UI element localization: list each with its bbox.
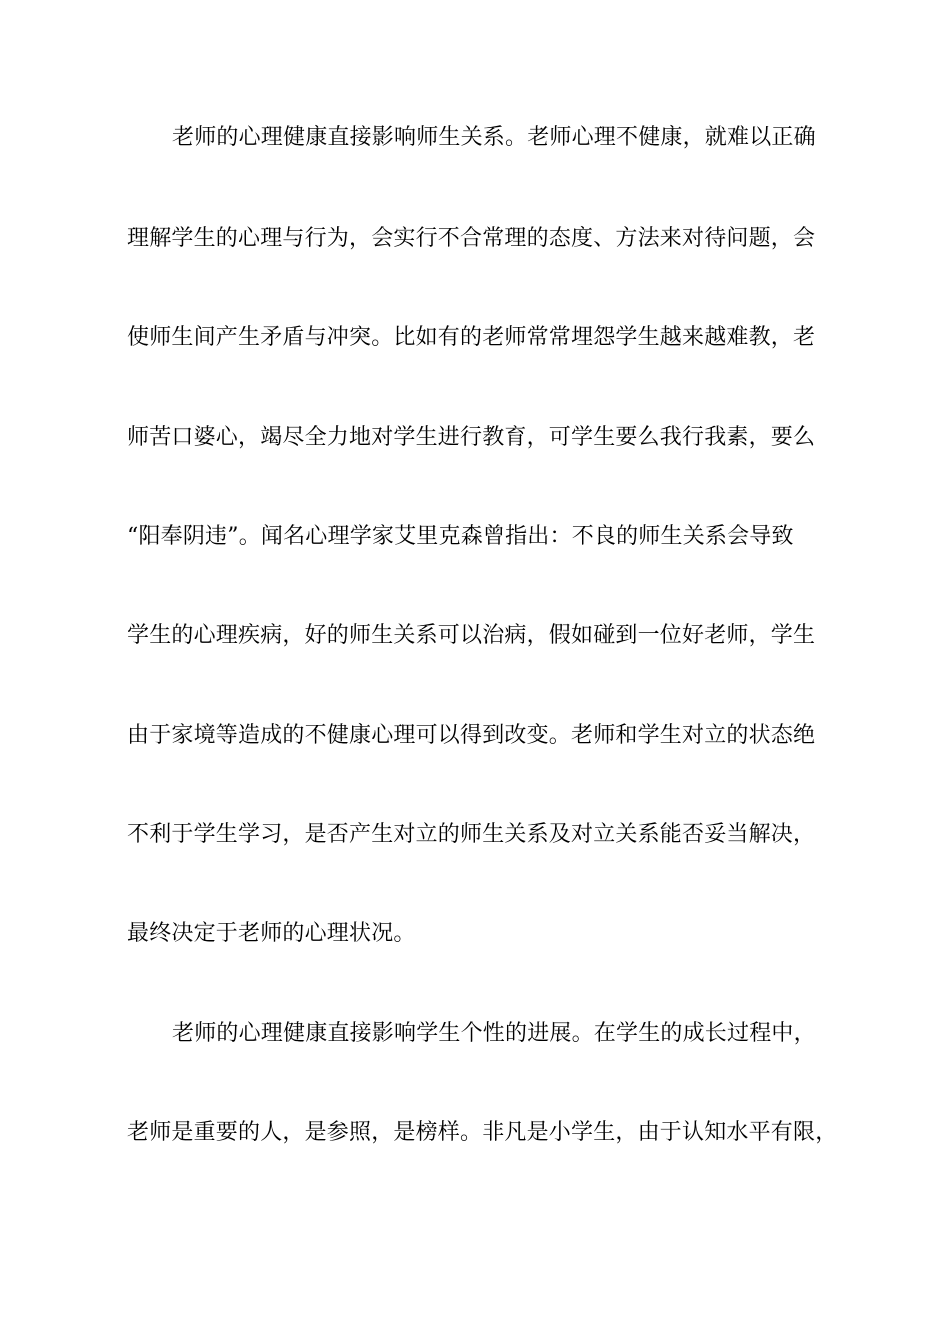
paragraph-1-line-8: 不利于学生学习，是否产生对立的师生关系及对立关系能否妥当解决， (127, 822, 816, 847)
paragraph-1-line-3: 使师生间产生矛盾与冲突。比如有的老师常常埋怨学生越来越难教，老 (127, 325, 816, 350)
paragraph-1-line-9: 最终决定于老师的心理状况。 (127, 921, 416, 946)
paragraph-1-line-4: 师苦口婆心，竭尽全力地对学生进行教育，可学生要么我行我素，要么 (127, 425, 816, 450)
paragraph-2-line-1: 老师的心理健康直接影响学生个性的进展。在学生的成长过程中， (172, 1021, 816, 1046)
paragraph-1-line-7: 由于家境等造成的不健康心理可以得到改变。老师和学生对立的状态绝 (127, 723, 816, 748)
paragraph-1-line-1: 老师的心理健康直接影响师生关系。老师心理不健康，就难以正确 (172, 125, 816, 150)
paragraph-1-line-2: 理解学生的心理与行为，会实行不合常理的态度、方法来对待问题，会 (127, 226, 816, 251)
paragraph-2-line-2: 老师是重要的人，是参照，是榜样。非凡是小学生，由于认知水平有限， (127, 1120, 838, 1145)
paragraph-1-line-5: “阳奉阴违”。闻名心理学家艾里克森曾指出：不良的师生关系会导致 (127, 524, 794, 549)
paragraph-1-line-6: 学生的心理疾病，好的师生关系可以治病，假如碰到一位好老师，学生 (127, 623, 816, 648)
